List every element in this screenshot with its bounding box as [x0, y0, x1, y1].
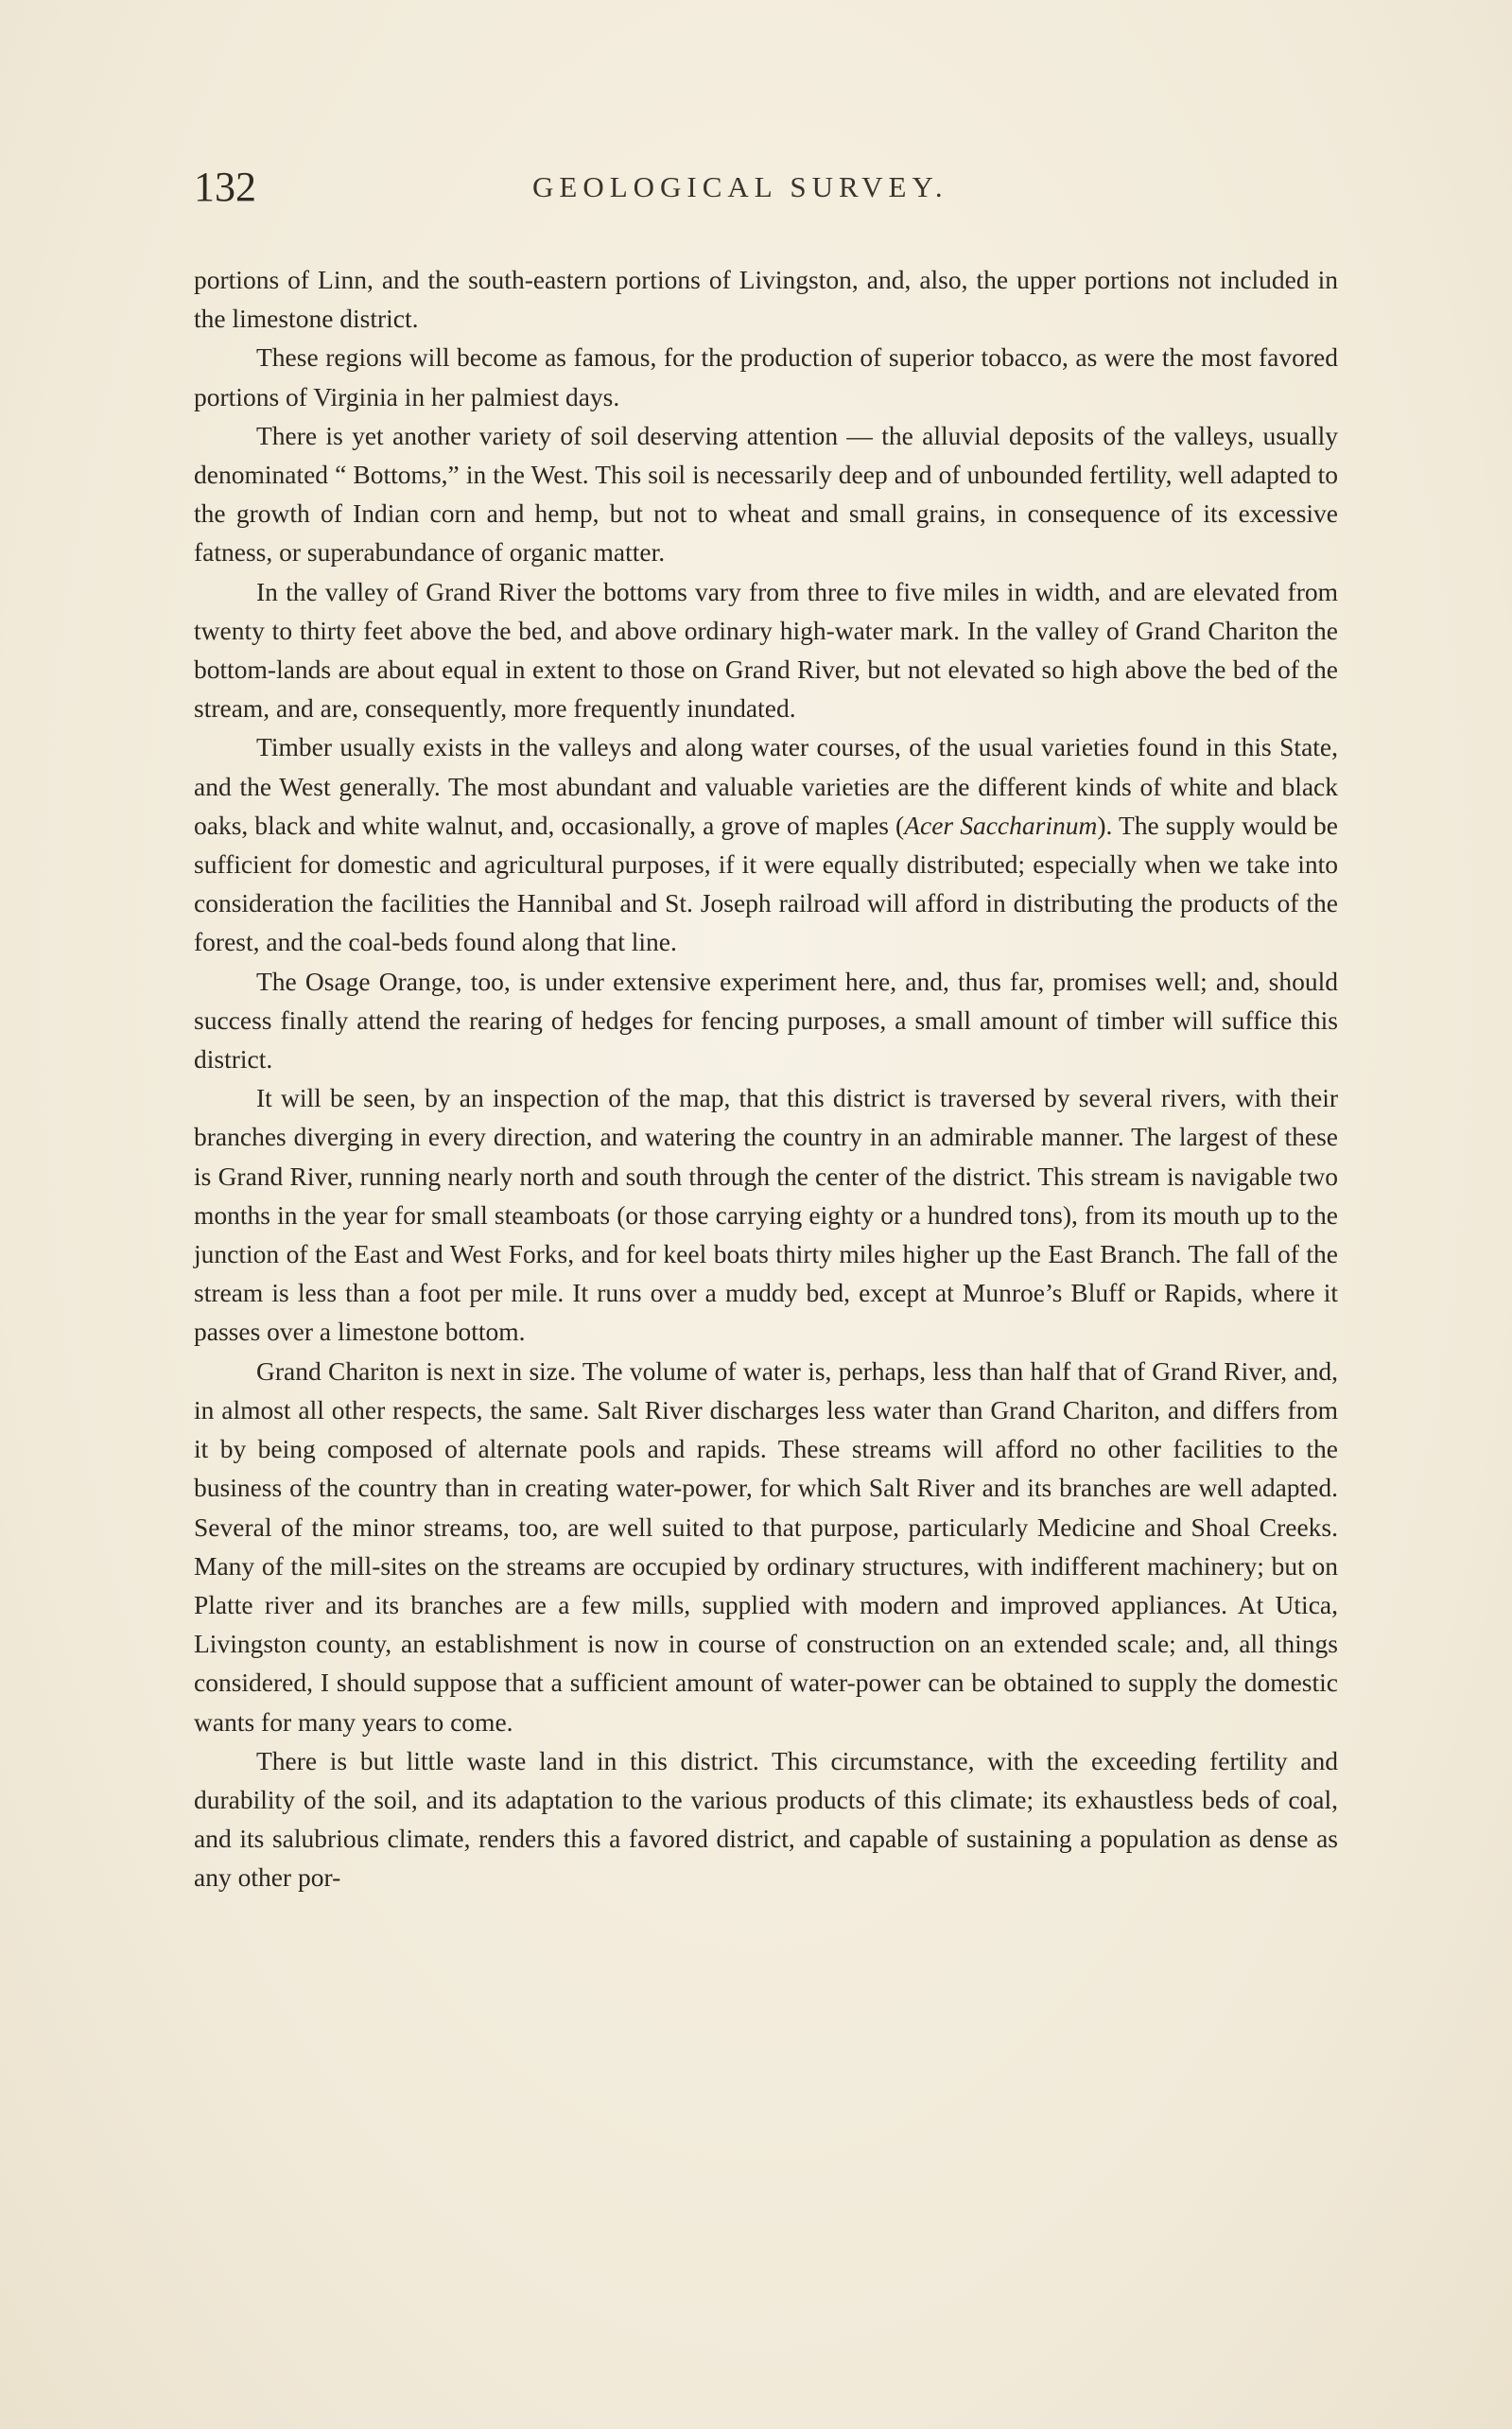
page-header [194, 159, 1329, 216]
paragraph-4: In the valley of Grand River the bottoms vary from three to five miles in width, and are elevated from twenty to thirty feet above the bed, and above ordinary high-water mark. In the valley of Grand Chariton the bottom-lands are about equal in extent to those on Grand River, but not elevated so high above the bed of the stream, and are, consequently, more frequently inundated. [194, 576, 1338, 724]
paragraph-6: The Osage Orange, too, is under extensive experiment here, and, thus far, promises well; and, should success finally attend the rearing of hedges for fencing purposes, a small amount of timber will suffice this district. [194, 966, 1338, 1075]
paragraph-5-text-after: ). The supply would be sufficient for domestic and agricultural purposes, if it were equally distributed; especially when we take into consideration the facilities the Hannibal and St. Joseph railroad will afford in distributing the products of the forest, and the coal-beds found along that line. [194, 810, 1339, 957]
running-head: GEOLOGICAL SURVEY. [532, 170, 948, 203]
paragraph-7: It will be seen, by an inspection of the map, that this district is traversed by several rivers, with their branches diverging in every direction, and watering the country in an admirable manner. The largest of these is Grand River, running nearly north and south through the center of the district. This stream is navigable two months in the year for small steamboats (or those carrying eighty or a hundred tons), from its mouth up to the junction of the East and West Forks, and for keel boats thirty miles higher up the East Branch. The fall of the stream is less than a foot per mile. It runs over a muddy bed, except at Munroe’s Bluff or Rapids, where it passes over a limestone bottom. [194, 1083, 1338, 1347]
paragraph-3: There is yet another variety of soil deserving attention — the alluvial deposits of the valleys, usually denominated “ Bottoms,” in the West. This soil is necessarily deep and of unbounded fertility, well adapted to the growth of Indian corn and hemp, but not to wheat and small grains, in consequence of its excessive fatness, or superabundance of organic matter. [194, 420, 1338, 568]
page-number: 132 [194, 164, 256, 210]
paragraph-2: These regions will become as famous, for the production of superior tobacco, as were the most favored portions of Virginia in her palmiest days. [194, 342, 1338, 411]
body-text [194, 260, 1338, 1897]
paragraph-5-italic-term: Acer Saccharinum [904, 810, 1098, 840]
paragraph-8: Grand Chariton is next in size. The volume of water is, perhaps, less than half that of Grand River, and, in almost all other respects, the same. Salt River discharges less water than Grand Chariton, and differs from it by being composed of alternate pools and rapids. These streams will afford no other facilities to the business of the country than in creating water-power, for which Salt River and its branches are well adapted. Several of the minor streams, too, are well suited to that purpose, particularly Medicine and Shoal Creeks. Many of the mill-sites on the streams are occupied by ordinary structures, with indifferent machinery; but on Platte river and its branches are a few mills, supplied with modern and improved appliances. At Utica, Livingston county, an establishment is now in course of construction on an extended scale; and, all things considered, I should suppose that a sufficient amount of water-power can be obtained to supply the domestic wants for many years to come. [194, 1355, 1338, 1737]
paragraph-5-text-before: Timber usually exists in the valleys and along water courses, of the usual varieties found in this State, and the West generally. The most abundant and valuable varieties are the different kinds of white and black oaks, black and white walnut, and, occasionally, a grove of maples ( [194, 732, 1338, 840]
paragraph-9: There is but little waste land in this district. This circumstance, with the exceeding fertility and durability of the soil, and its adaptation to the various products of this climate; its exhaustless beds of coal, and its salubrious climate, renders this a favored district, and capable of sustaining a population as dense as any other por- [194, 1745, 1338, 1893]
paragraph-1: portions of Linn, and the south-eastern portions of Livingston, and, also, the upper portions not included in the limestone district. [194, 265, 1338, 334]
paragraph-5 [194, 727, 1338, 961]
